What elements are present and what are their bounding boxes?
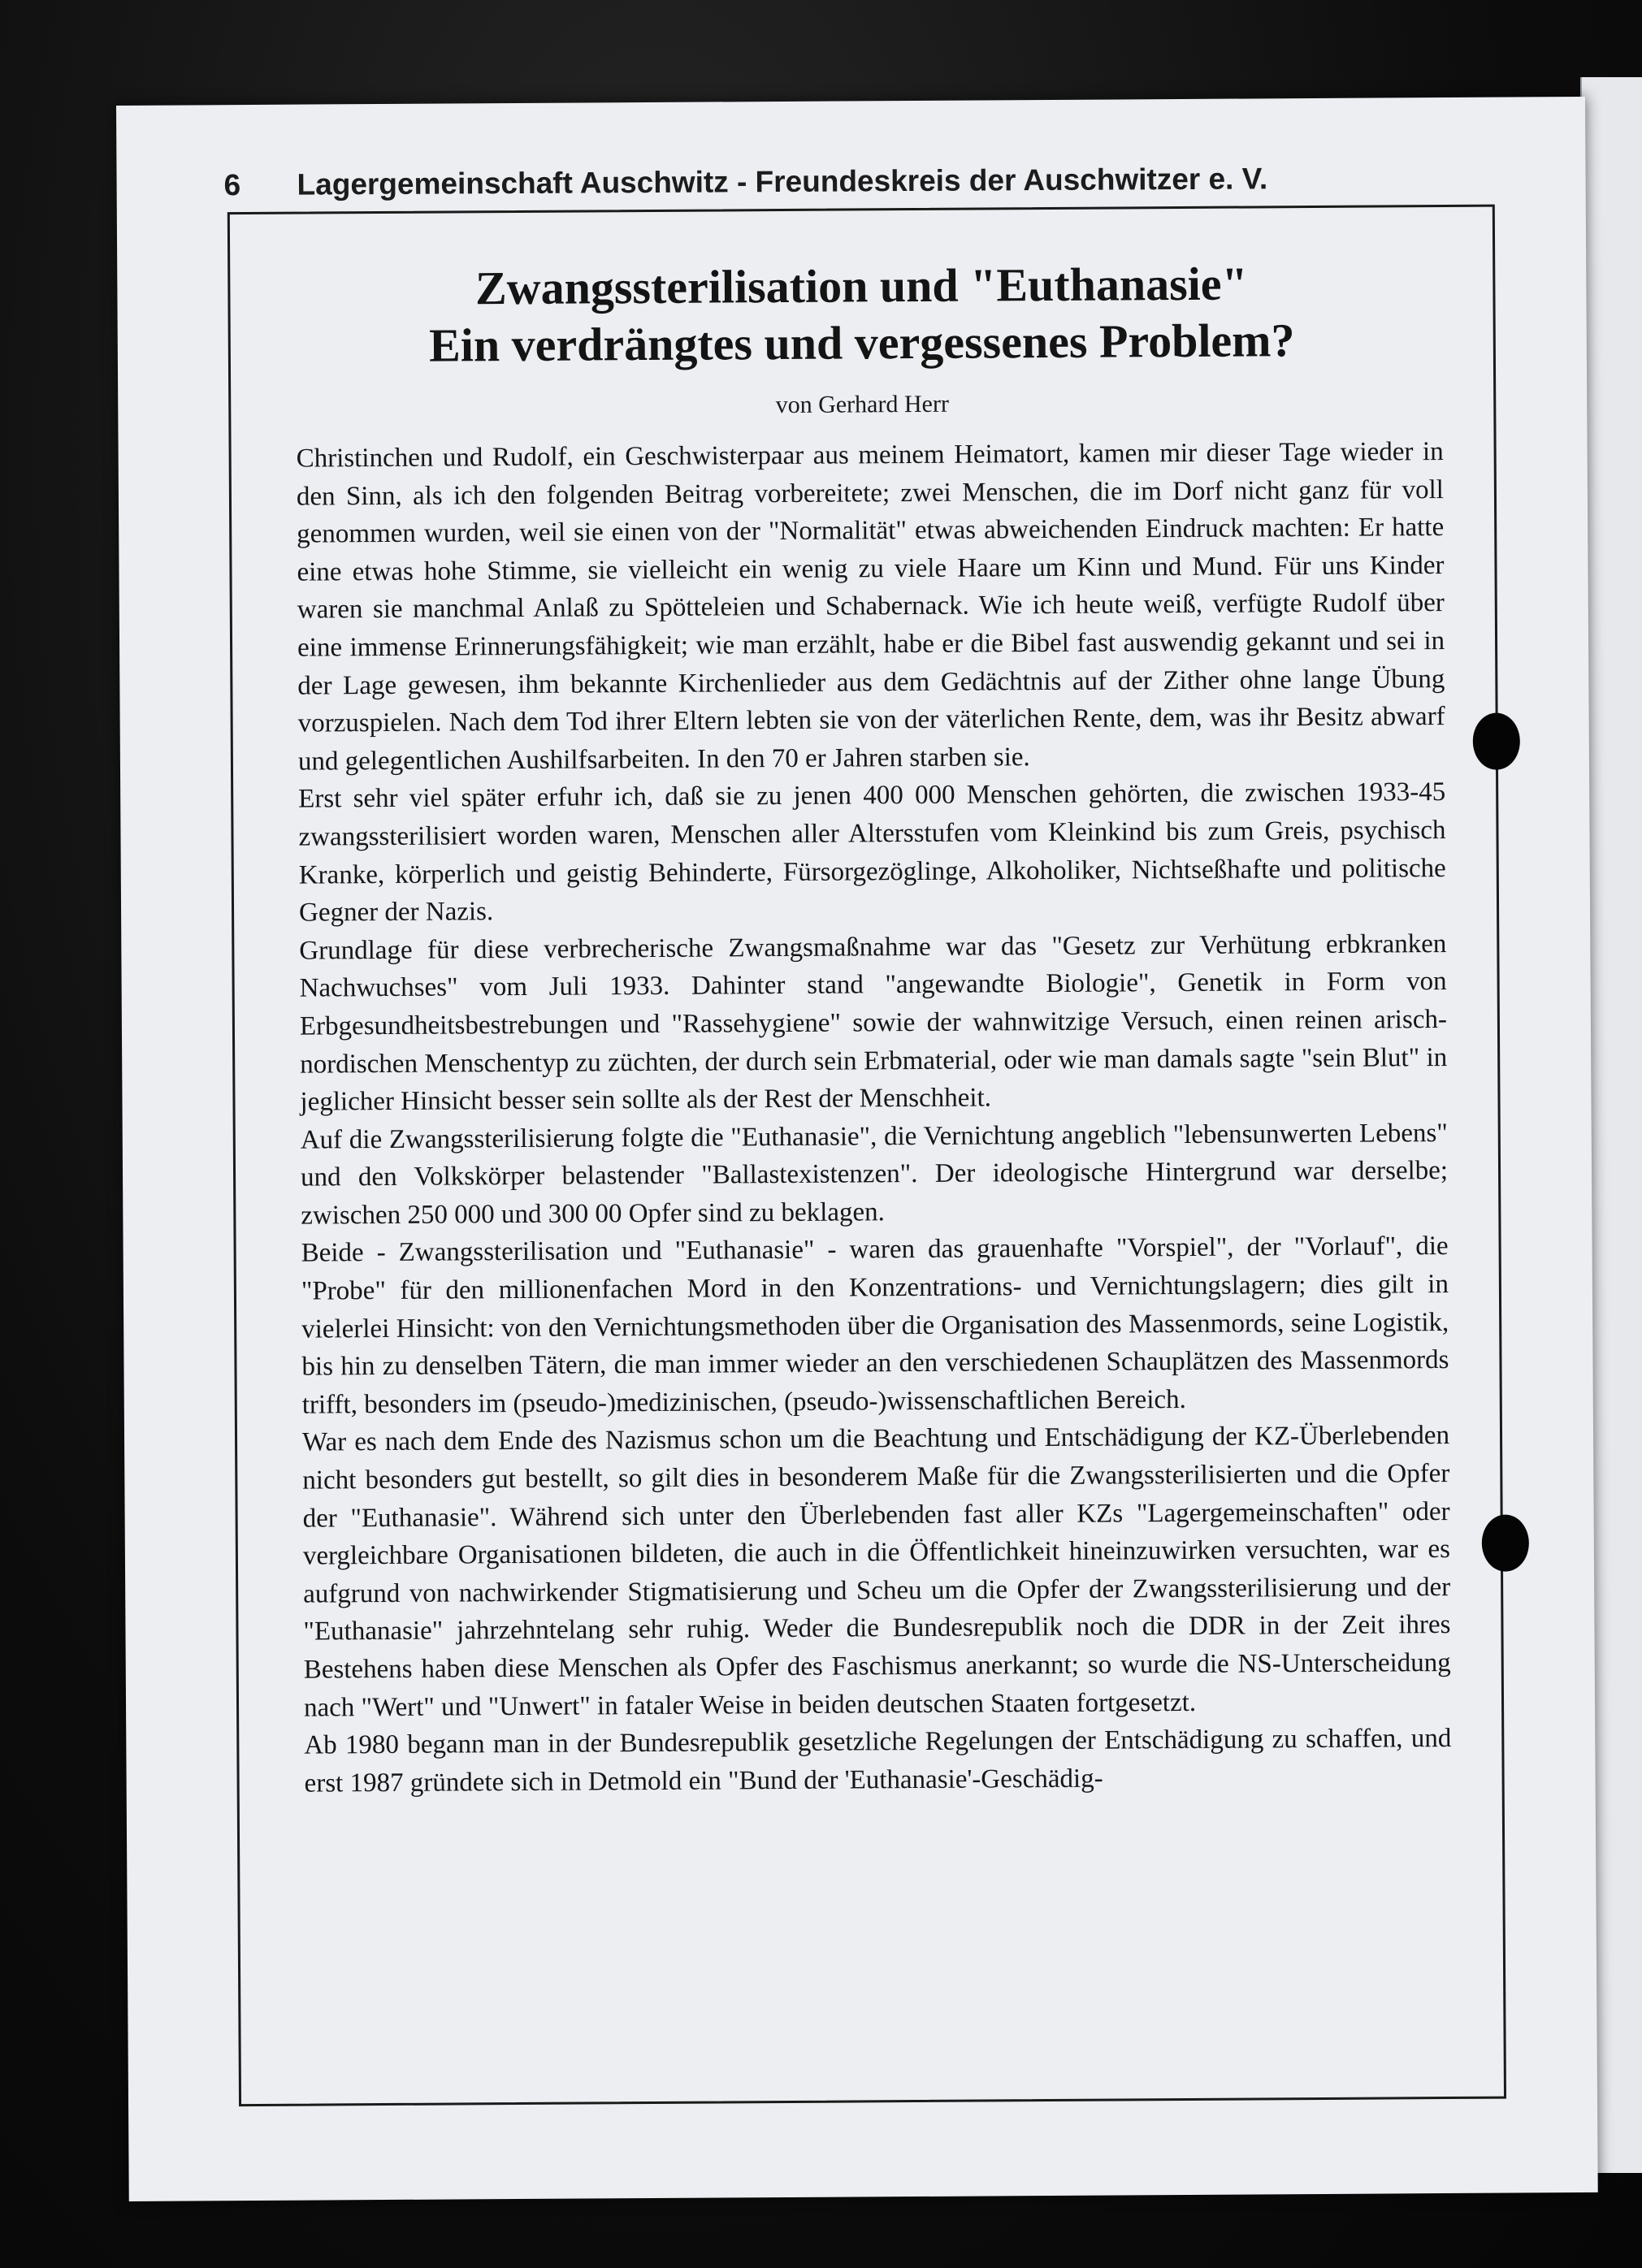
article-frame <box>227 205 1506 2106</box>
paragraph-7: Ab 1980 begann man in der Bundesrepublik gesetzliche Regelungen der Entschädigung zu schaffen, und erst 1987 gründete sich in Detmold ein "Bund der 'Euthanasie'-Geschädig- <box>304 1724 1452 1798</box>
article-title-line-1: Zwangssterilisation und "Euthanasie" <box>474 257 1248 315</box>
page-number: 6 <box>223 168 241 202</box>
punch-hole-bottom <box>1482 1514 1529 1571</box>
punch-hole-top <box>1473 712 1520 769</box>
article-byline: von Gerhard Herr <box>775 390 949 419</box>
article-title <box>230 254 1493 375</box>
article-title-line-2: Ein verdrängtes und vergessenes Problem? <box>428 314 1295 372</box>
paragraph-5: Beide - Zwangssterilisation und "Euthanasie" - waren das grauenhafte "Vorspiel", der "Vorlauf", die "Probe" für den millionenfachen Mord in den Konzentrations- und Vernichtungslagern; dies gilt in vielerlei Hinsicht: von den Vernichtungsmethoden über die Organisation des Massenmords, seine Logistik, bis hin zu denselben Tätern, die man immer wieder an den verschiedenen Schauplätzen des Massenmords trifft, besonders im (pseudo-)medizinischen, (pseudo-)wissenschaftlichen Bereich. <box>301 1231 1449 1420</box>
article-body <box>297 433 1452 1803</box>
paragraph-2: Erst sehr viel später erfuhr ich, daß sie zu jenen 400 000 Menschen gehörten, die zwischen 1933-45 zwangssterilisiert worden waren, Menschen aller Altersstufen vom Kleinkind bis zum Greis, psychisch Kranke, körperlich und geistig Behinderte, Fürsorgezöglinge, Alkoholiker, Nichtseßhafte und politische Gegner der Nazis. <box>298 777 1446 928</box>
paragraph-1: Christinchen und Rudolf, ein Geschwisterpaar aus meinem Heimatort, kamen mir dieser Tage wieder in den Sinn, als ich den folgenden Beitrag vorbereitete; zwei Menschen, die im Dorf nicht ganz für voll genommen wurden, weil sie einen von der "Normalität" etwas abweichenden Eindruck machten: Er hatte eine etwas hohe Stimme, sie vielleicht ein wenig zu viele Haare um Kinn und Mund. Für uns Kinder waren sie manchmal Anlaß zu Spötteleien und Schabernack. Wie ich heute weiß, verfügte Rudolf über eine immense Erinnerungsfähigkeit; wie man erzählt, habe er die Bibel fast auswendig gekannt und sei in der Lage gewesen, ihm bekannte Kirchenlieder aus dem Gedächtnis auf der Zither ohne lange Übung vorzuspielen. Nach dem Tod ihrer Eltern lebten sie von der väterlichen Rente, dem, was ihr Besitz abwarf und gelegentlichen Aushilfsarbeiten. In den 70 er Jahren starben sie. <box>296 437 1445 777</box>
running-header-text: Lagergemeinschaft Auschwitz - Freundeskreis der Auschwitzer e. V. <box>297 162 1268 201</box>
paragraph-4: Auf die Zwangssterilisierung folgte die "Euthanasie", die Vernichtung angeblich "lebensunwerten Lebens" und den Volkskörper belastender "Ballastexistenzen". Der ideologische Hintergrund war derselbe; zwischen 250 000 und 300 00 Opfer sind zu beklagen. <box>300 1118 1449 1231</box>
paragraph-3: Grundlage für diese verbrecherische Zwangsmaßnahme war das "Gesetz zur Verhütung erbkranken Nachwuchses" vom Juli 1933. Dahinter stand "angewandte Biologie", Genetik in Form von Erbgesundheitsbestrebungen und "Rassehygiene" sowie der wahnwitzige Versuch, einen reinen arisch-nordischen Menschentyp zu züchten, der durch sein Erbmaterial, oder wie man damals sagte "sein Blut" in jeglicher Hinsicht besser sein sollte als der Rest der Menschheit. <box>299 928 1448 1117</box>
running-header <box>223 161 1507 203</box>
paragraph-6: War es nach dem Ende des Nazismus schon um die Beachtung und Entschädigung der KZ-Überlebenden nicht besonders gut bestellt, so gilt dies in besonderem Maße für die Zwangssterilisierten und die Opfer der "Euthanasie". Während sich unter den Überlebenden fast aller KZs "Lagergemeinschaften" oder vergleichbare Organisationen bildeten, die auch in die Öffentlichkeit hineinzuwirken versuchten, war es aufgrund von nachwirkender Stigmatisierung und Scheu um die Opfer der Zwangssterilisierung und der "Euthanasie" jahrzehntelang sehr ruhig. Weder die Bundesrepublik noch die DDR in der Zeit ihres Bestehens haben diese Menschen als Opfer des Faschismus anerkannt; so wurde die NS-Unterscheidung nach "Wert" und "Unwert" in fataler Weise in beiden deutschen Staaten fortgesetzt. <box>301 1421 1451 1723</box>
document-page <box>116 97 1598 2201</box>
